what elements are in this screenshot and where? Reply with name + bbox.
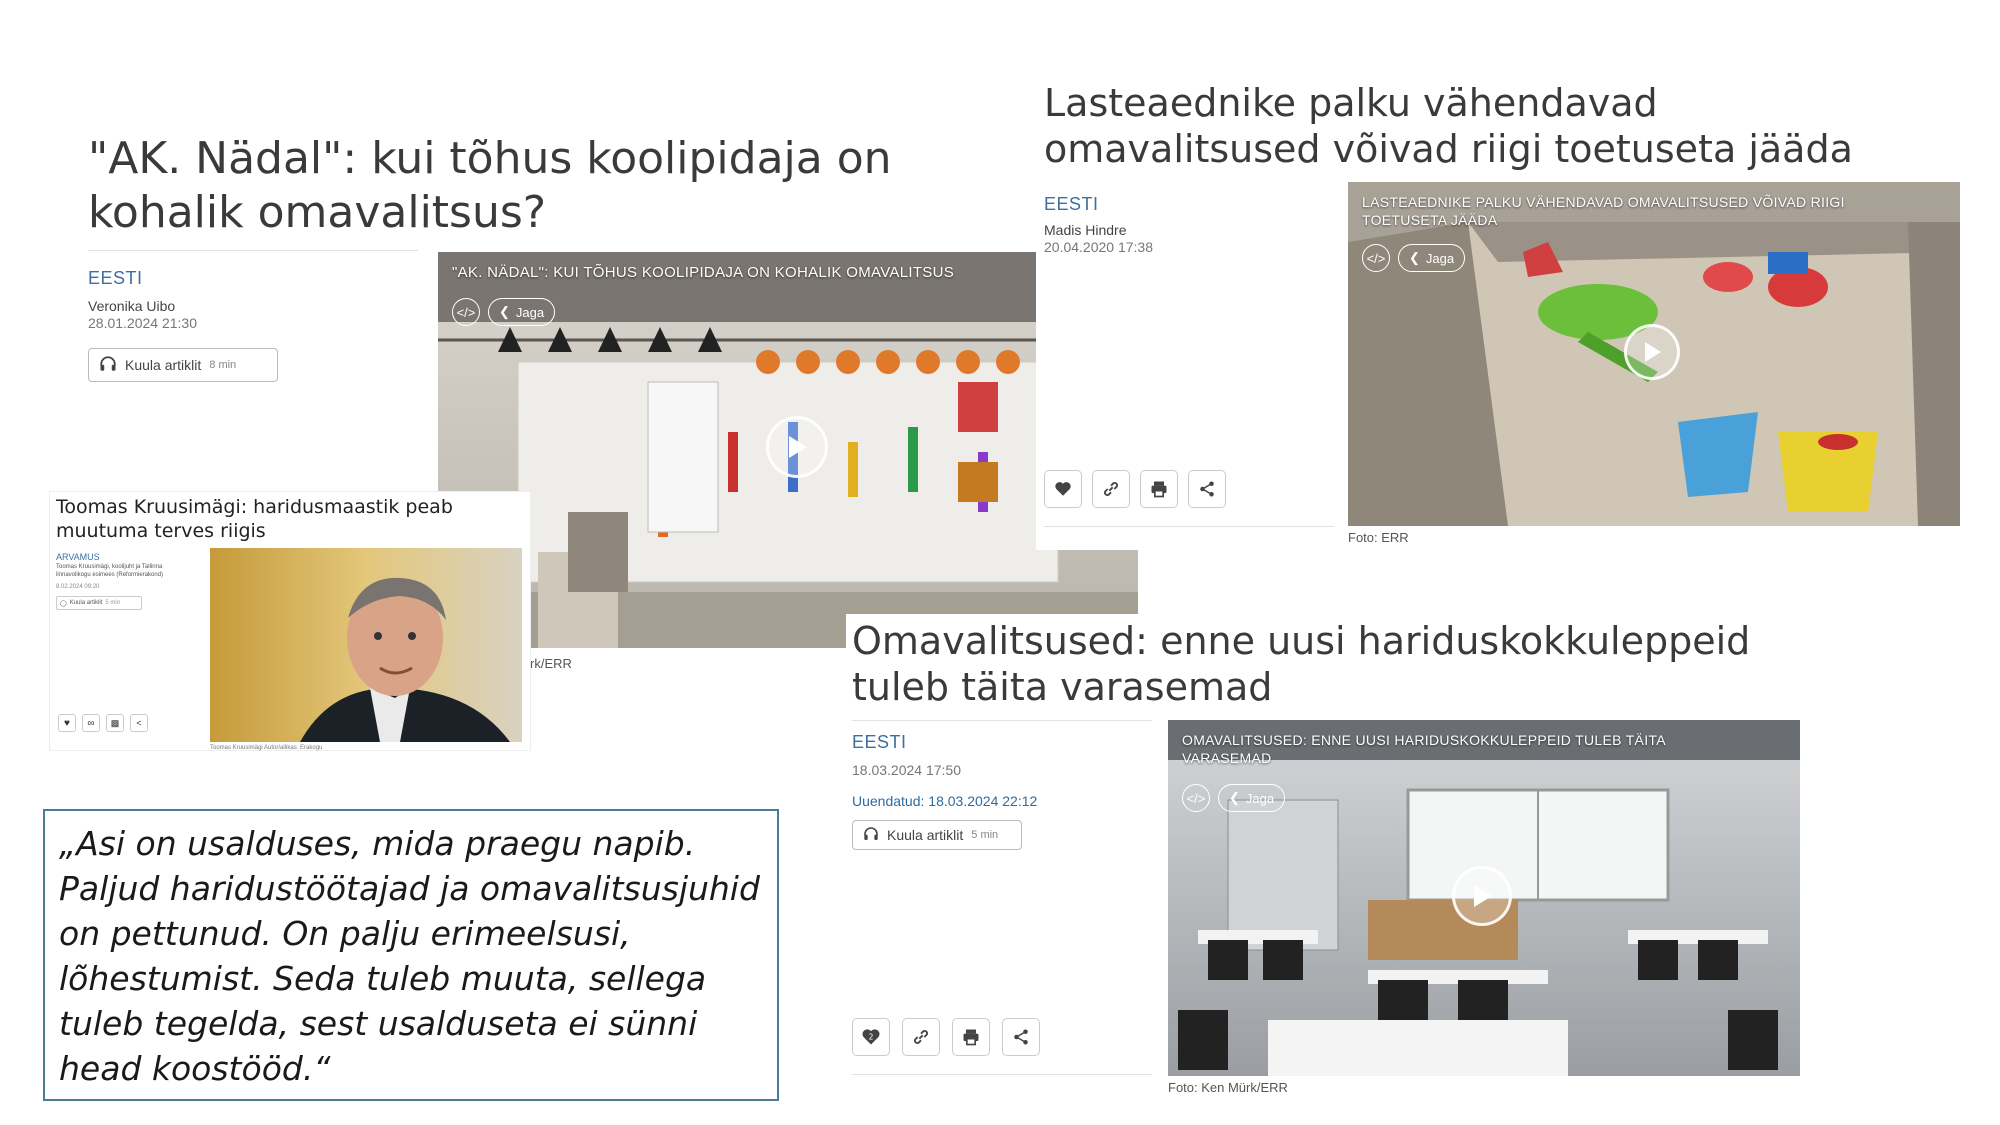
publish-date: 8.02.2024 09:20: [56, 584, 100, 590]
author-description: Toomas Kruusimägi, koolijuht ja Tallinna linnavolikogu esimees (Reformierakond): [56, 564, 164, 578]
article-headline-lasteaednike[interactable]: Lasteaednike palku vähendavad omavalitsused võivad riigi toetuseta jääda: [1044, 81, 1853, 172]
photo-caption: rk/ERR: [530, 656, 572, 671]
share-button[interactable]: [1218, 784, 1285, 812]
listen-label: Kuula artiklit: [887, 827, 964, 843]
listen-duration: 5 min: [105, 600, 121, 606]
share-button[interactable]: [1398, 244, 1465, 272]
author-name[interactable]: Madis Hindre: [1044, 222, 1127, 238]
video-controls: [1362, 244, 1465, 272]
copy-link-button[interactable]: [902, 1018, 940, 1056]
headphones-icon: [99, 355, 117, 376]
print-icon: ▩: [110, 717, 120, 728]
share-label: Jaga: [1425, 250, 1455, 266]
article-action-icons: [58, 714, 148, 732]
share-button[interactable]: [1188, 470, 1226, 508]
heart-icon: [861, 1027, 881, 1047]
byline: [88, 298, 197, 332]
divider: [88, 250, 418, 251]
share-label: Jaga: [1245, 790, 1275, 806]
play-icon: [1641, 340, 1663, 364]
share-icon: <: [136, 718, 142, 728]
author-name[interactable]: Veronika Uibo: [88, 298, 176, 314]
quote-box: [43, 809, 779, 1101]
like-count: 2: [868, 1032, 874, 1042]
play-button[interactable]: [1624, 324, 1680, 380]
print-button[interactable]: [106, 714, 124, 732]
photo-caption: Toomas Kruusimägi Autor/allikas: Erakogu: [210, 745, 323, 751]
byline: [1044, 222, 1153, 256]
link-icon: [911, 1027, 931, 1047]
listen-label: Kuula artiklit: [69, 600, 103, 606]
portrait-photo: [210, 548, 522, 742]
byline: [852, 762, 1037, 810]
divider: [1044, 526, 1334, 527]
section-label[interactable]: ARVAMUS: [56, 552, 100, 562]
print-button[interactable]: [1140, 470, 1178, 508]
divider: [852, 720, 1152, 721]
link-icon: [1101, 479, 1121, 499]
headphones-icon: [863, 826, 879, 845]
print-icon: [961, 1027, 981, 1047]
listen-article-button[interactable]: [852, 820, 1022, 850]
video-controls: [1182, 784, 1285, 812]
section-label[interactable]: EESTI: [1044, 194, 1099, 214]
video-player-omavalitsused[interactable]: [1168, 720, 1800, 1076]
section-label[interactable]: EESTI: [88, 268, 143, 288]
listen-article-button[interactable]: [56, 596, 142, 610]
video-player-ak-nadal[interactable]: [438, 252, 1138, 648]
video-player-lasteaednike[interactable]: [1348, 182, 1960, 526]
code-icon: </>: [1366, 250, 1386, 266]
publish-date: 18.03.2024 17:50: [852, 762, 961, 778]
updated-date: Uuendatud: 18.03.2024 22:12: [852, 792, 1038, 809]
embed-button[interactable]: [452, 298, 480, 326]
link-icon: ∞: [87, 717, 95, 729]
listen-duration: 5 min: [971, 829, 999, 841]
embed-button[interactable]: [1182, 784, 1210, 812]
listen-duration: 8 min: [209, 359, 237, 371]
divider: [852, 1074, 1152, 1075]
share-icon: [1198, 480, 1216, 498]
play-button[interactable]: [1452, 866, 1512, 926]
print-icon: [1149, 479, 1169, 499]
article-headline-kruusimagi[interactable]: Toomas Kruusimägi: haridusmaastik peab muutuma terves riigis: [56, 496, 453, 542]
portrait-image: [210, 548, 522, 742]
article-headline-ak-nadal[interactable]: "AK. Nädal": kui tõhus koolipidaja on kohalik omavalitsus?: [88, 133, 892, 238]
copy-link-button[interactable]: [1092, 470, 1130, 508]
video-title: LASTEAEDNIKE PALKU VÄHENDAVAD OMAVALITSUSED VÕIVAD RIIGI TOETUSETA JÄÄDA: [1362, 194, 1845, 228]
photo-caption: Foto: ERR: [1348, 530, 1409, 545]
section-label[interactable]: EESTI: [852, 732, 907, 752]
share-button[interactable]: [130, 714, 148, 732]
share-label: Jaga: [515, 304, 545, 320]
article-headline-omavalitsused[interactable]: Omavalitsused: enne uusi hariduskokkuleppeid tuleb täita varasemad: [852, 619, 1751, 710]
print-button[interactable]: [952, 1018, 990, 1056]
quote-text: „Asi on usalduses, mida praegu napib. Paljud haridustöötajad ja omavalitsusjuhid on pettunud. On palju erimeelsusi, lõhestumist. Seda tuleb muuta, sellega tuleb tegelda, sest usalduseta ei sünni head koostööd.“: [59, 824, 760, 1088]
code-icon: </>: [1186, 790, 1206, 806]
video-controls: [452, 298, 555, 326]
play-button[interactable]: [766, 416, 828, 478]
share-button[interactable]: [1002, 1018, 1040, 1056]
listen-article-button[interactable]: [88, 348, 278, 382]
like-button[interactable]: [852, 1018, 890, 1056]
share-icon: ❮: [1409, 250, 1420, 265]
copy-link-button[interactable]: [82, 714, 100, 732]
share-icon: ❮: [499, 304, 510, 319]
heart-icon: ♥: [64, 717, 70, 729]
photo-caption: Foto: Ken Mürk/ERR: [1168, 1080, 1288, 1095]
publish-date: 20.04.2020 17:38: [1044, 238, 1153, 255]
share-button[interactable]: [488, 298, 555, 326]
code-icon: </>: [456, 304, 476, 320]
share-icon: ❮: [1229, 790, 1240, 805]
play-icon: [1470, 883, 1494, 909]
like-button[interactable]: [58, 714, 76, 732]
headphones-icon: ◯: [60, 600, 67, 607]
play-icon: [785, 434, 809, 460]
share-icon: [1012, 1028, 1030, 1046]
like-button[interactable]: [1044, 470, 1082, 508]
listen-label: Kuula artiklit: [125, 357, 202, 373]
video-title: "AK. NÄDAL": KUI TÕHUS KOOLIPIDAJA ON KOHALIK OMAVALITSUS: [452, 264, 955, 281]
embed-button[interactable]: [1362, 244, 1390, 272]
heart-icon: [1054, 480, 1072, 498]
video-title: OMAVALITSUSED: ENNE UUSI HARIDUSKOKKULEPPEID TULEB TÄITA VARASEMAD: [1182, 732, 1666, 766]
publish-date: 28.01.2024 21:30: [88, 314, 197, 331]
